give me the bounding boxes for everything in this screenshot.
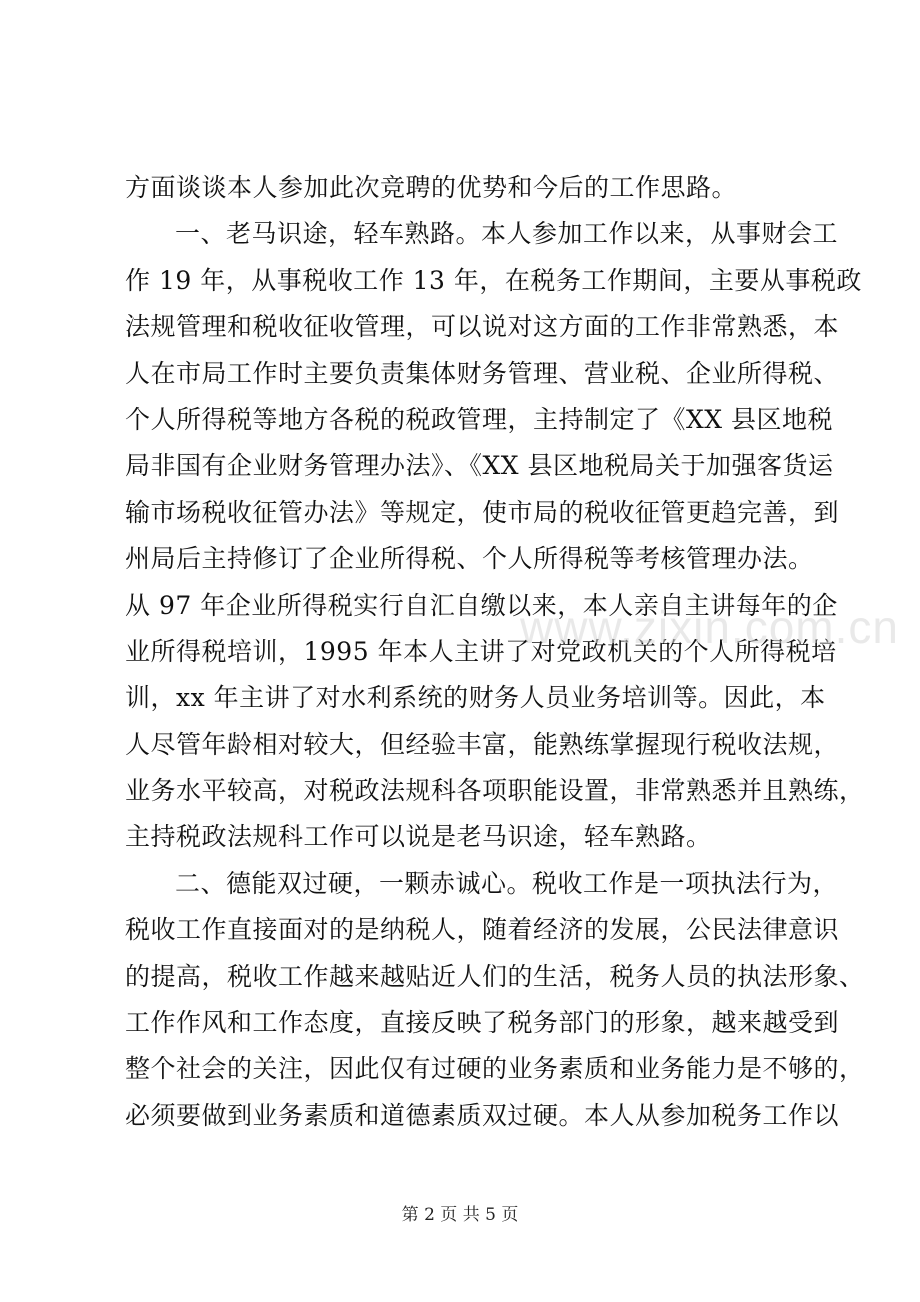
text-line: 税收工作直接面对的是纳税人，随着经济的发展，公民法律意识 <box>125 915 840 945</box>
text-line: 人在市局工作时主要负责集体财务管理、营业税、企业所得税、 <box>125 358 840 388</box>
text-line: 业所得税培训，1995 年本人主讲了对党政机关的个人所得税培 <box>125 636 837 666</box>
text-line: 法规管理和税收征收管理，可以说对这方面的工作非常熟悉，本 <box>125 312 840 342</box>
text-line: 作 19 年，从事税收工作 13 年，在税务工作期间，主要从事税政 <box>125 265 862 295</box>
page-footer: 第 2 页 共 5 页 <box>401 1205 519 1225</box>
text-line: 二、德能双过硬，一颗赤诚心。税收工作是一项执法行为， <box>175 868 839 898</box>
text-line: 工作作风和工作态度，直接反映了税务部门的形象，越来越受到 <box>125 1008 840 1038</box>
text-line: 个人所得税等地方各税的税政管理，主持制定了《XX 县区地税 <box>125 404 834 434</box>
text-line: 业务水平较高，对税政法规科各项职能设置，非常熟悉并且熟练， <box>125 776 865 806</box>
text-line: 人尽管年龄相对较大，但经验丰富，能熟练掌握现行税收法规， <box>125 729 840 759</box>
text-line: 整个社会的关注，因此仅有过硬的业务素质和业务能力是不够的， <box>125 1054 865 1084</box>
text-line: 训，xx 年主讲了对水利系统的财务人员业务培训等。因此，本 <box>125 683 826 713</box>
watermark: www.zixin.com.cn <box>520 601 899 653</box>
text-line: 局非国有企业财务管理办法》、《XX 县区地税局关于加强客货运 <box>125 451 834 481</box>
text-line: 州局后主持修订了企业所得税、个人所得税等考核管理办法。 <box>125 544 814 574</box>
text-line: 一、老马识途，轻车熟路。本人参加工作以来，从事财会工 <box>175 219 839 249</box>
text-line: 方面谈谈本人参加此次竞聘的优势和今后的工作思路。 <box>125 173 738 202</box>
text-line: 从 97 年企业所得税实行自汇自缴以来，本人亲自主讲每年的企 <box>125 590 838 620</box>
text-line: 的提高，税收工作越来越贴近人们的生活，税务人员的执法形象、 <box>125 961 865 991</box>
body-text <box>125 165 865 1139</box>
text-line: 主持税政法规科工作可以说是老马识途，轻车熟路。 <box>125 822 712 852</box>
text-line: 必须要做到业务素质和道德素质双过硬。本人从参加税务工作以 <box>125 1100 840 1130</box>
text-line: 输市场税收征管办法》等规定，使市局的税收征管更趋完善，到 <box>125 497 840 527</box>
